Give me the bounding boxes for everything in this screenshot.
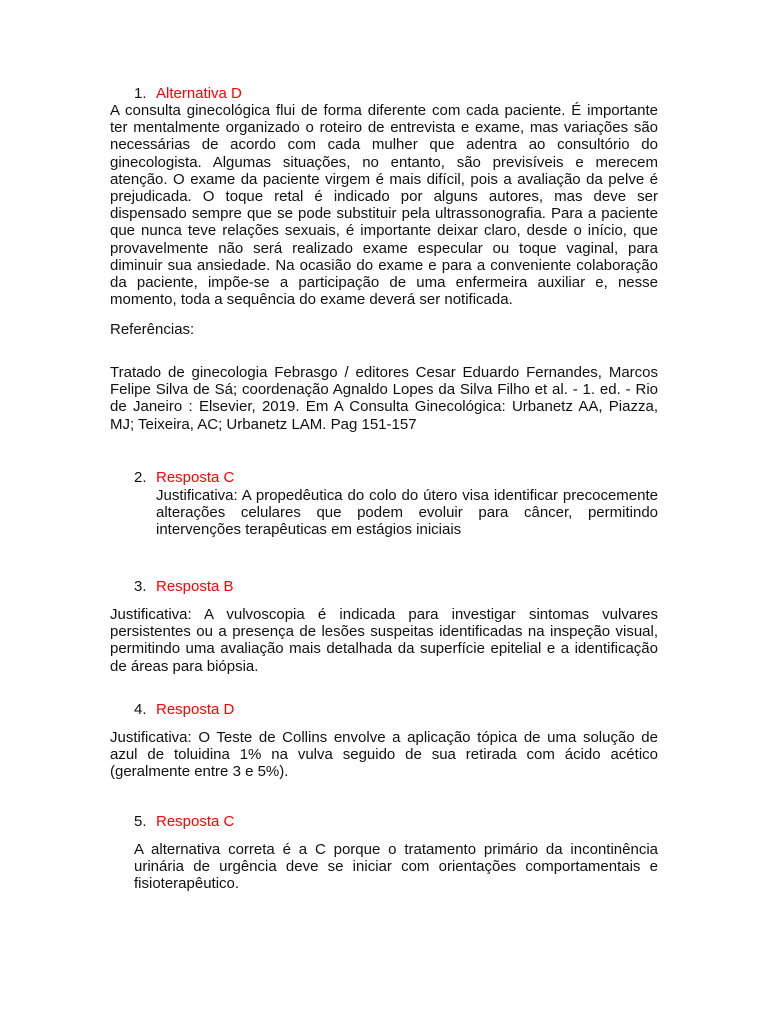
item-5-heading — [134, 813, 234, 830]
item-5-number: 5. — [134, 813, 147, 830]
item-1-answer: Alternativa D — [156, 85, 242, 102]
item-1-heading — [134, 85, 242, 102]
item-4-heading — [134, 701, 234, 718]
item-5-body: A alternativa correta é a C porque o tratamento primário da incontinência urinária de urgência deve se iniciar com orientações comportamentais e fisioterapêutico. — [134, 841, 658, 893]
item-1-number: 1. — [134, 85, 147, 102]
item-4-body: Justificativa: O Teste de Collins envolve a aplicação tópica de uma solução de azul de toluidina 1% na vulva seguido de sua retirada com ácido acético (geralmente entre 3 e 5%). — [110, 729, 658, 781]
references-label: Referências: — [110, 321, 195, 338]
item-3-body: Justificativa: A vulvoscopia é indicada para investigar sintomas vulvares persistentes ou a presença de lesões suspeitas identificadas na inspeção visual, permitindo uma avaliação mais detalhada da superfície epitelial e a identificação de áreas para biópsia. — [110, 606, 658, 675]
item-5-answer: Resposta C — [156, 813, 235, 830]
reference-citation: Tratado de ginecologia Febrasgo / editores Cesar Eduardo Fernandes, Marcos Felipe Silva de Sá; coordenação Agnaldo Lopes da Silva Filho et al. - 1. ed. - Rio de Janeiro : Elsevier, 2019. Em A Consulta Ginecológica: Urbanetz AA, Piazza, MJ; Teixeira, AC; Urbanetz LAM. Pag 151-157 — [110, 364, 658, 433]
item-3-answer: Resposta B — [156, 578, 234, 595]
item-3-heading — [134, 578, 234, 595]
item-4-number: 4. — [134, 701, 147, 718]
item-2-body: Justificativa: A propedêutica do colo do útero visa identificar precocemente alterações celulares que podem evoluir para câncer, permitindo intervenções terapêuticas em estágios iniciais — [156, 487, 658, 539]
item-1-body: A consulta ginecológica flui de forma diferente com cada paciente. É importante ter mentalmente organizado o roteiro de entrevista e exame, mas variações são necessárias de acordo com cada mulher que adentra ao consultório do ginecologista. Algumas situações, no entanto, são previsíveis e merecem atenção. O exame da paciente virgem é mais difícil, pois a avaliação da pelve é prejudicada. O toque retal é indicado por alguns autores, mas deve ser dispensado sempre que se pode substituir pela ultrassonografia. Para a paciente que nunca teve relações sexuais, é importante deixar claro, desde o início, que provavelmente não será realizado exame especular ou toque vaginal, para diminuir sua ansiedade. Na ocasião do exame e para a conveniente colaboração da paciente, impõe-se a participação de uma enfermeira auxiliar e, nesse momento, toda a sequência do exame deverá ser notificada. — [110, 102, 658, 309]
item-3-number: 3. — [134, 578, 147, 595]
item-2-number: 2. — [134, 469, 147, 486]
item-4-answer: Resposta D — [156, 701, 235, 718]
item-2-answer: Resposta C — [156, 469, 235, 486]
item-2-heading — [134, 469, 234, 486]
